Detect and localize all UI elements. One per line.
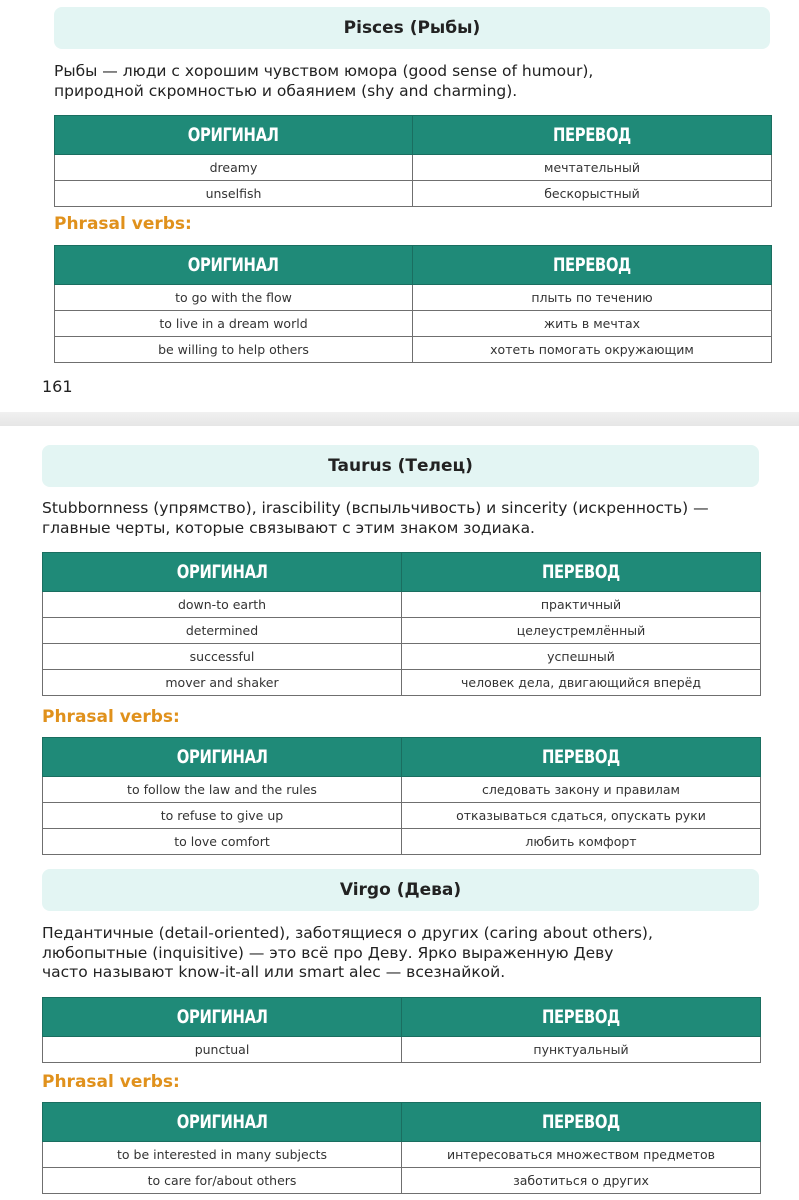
original-cell: to care for/about others [43, 1168, 402, 1194]
table-row [43, 670, 761, 696]
pisces-phrasal-table [54, 245, 772, 363]
page-number: 161 [42, 377, 73, 396]
header-original: ОРИГИНАЛ [43, 738, 402, 777]
original-cell: mover and shaker [43, 670, 402, 696]
page-separator [0, 412, 799, 426]
pisces-description [54, 62, 593, 101]
translation-cell: следовать закону и правилам [402, 777, 761, 803]
header-translation: ПЕРЕВОД [413, 116, 772, 155]
translation-cell: мечтательный [413, 155, 772, 181]
table-row [55, 311, 772, 337]
original-cell: successful [43, 644, 402, 670]
original-cell: determined [43, 618, 402, 644]
translation-cell: бескорыстный [413, 181, 772, 207]
table-row [43, 829, 761, 855]
table-row [43, 1168, 761, 1194]
table-row [43, 592, 761, 618]
original-cell: to refuse to give up [43, 803, 402, 829]
taurus-description [42, 499, 709, 538]
table-row [43, 1142, 761, 1168]
original-cell: punctual [43, 1037, 402, 1063]
taurus-vocab-table [42, 552, 761, 696]
table-row [55, 155, 772, 181]
original-cell: to follow the law and the rules [43, 777, 402, 803]
section-title-pisces: Pisces (Рыбы) [54, 7, 770, 49]
taurus-description-line: Stubbornness (упрямство), irascibility (вспыльчивость) и sincerity (искренность) — [42, 499, 709, 517]
header-original: ОРИГИНАЛ [55, 116, 413, 155]
original-cell: to love comfort [43, 829, 402, 855]
header-original: ОРИГИНАЛ [43, 998, 402, 1037]
translation-cell: отказываться сдаться, опускать руки [402, 803, 761, 829]
page-161 [0, 0, 799, 412]
virgo-description-line: Педантичные (detail-oriented), заботящиеся о других (caring about others), [42, 924, 653, 942]
translation-cell: интересоваться множеством предметов [402, 1142, 761, 1168]
original-cell: down-to earth [43, 592, 402, 618]
table-row [55, 337, 772, 363]
translation-cell: практичный [402, 592, 761, 618]
translation-cell: хотеть помогать окружающим [413, 337, 772, 363]
header-original: ОРИГИНАЛ [43, 1103, 402, 1142]
translation-cell: плыть по течению [413, 285, 772, 311]
pisces-vocab-table [54, 115, 772, 207]
phrasal-verbs-label-taurus: Phrasal verbs: [42, 707, 180, 727]
translation-cell: жить в мечтах [413, 311, 772, 337]
translation-cell: успешный [402, 644, 761, 670]
header-translation: ПЕРЕВОД [413, 246, 772, 285]
virgo-description [42, 924, 653, 983]
original-cell: be willing to help others [55, 337, 413, 363]
original-cell: unselfish [55, 181, 413, 207]
translation-cell: заботиться о других [402, 1168, 761, 1194]
translation-cell: целеустремлённый [402, 618, 761, 644]
taurus-description-line: главные черты, которые связывают с этим знаком зодиака. [42, 518, 535, 537]
translation-cell: любить комфорт [402, 829, 761, 855]
table-row [55, 285, 772, 311]
virgo-description-line: любопытные (inquisitive) — это всё про Деву. Ярко выраженную Деву [42, 943, 614, 962]
translation-cell: пунктуальный [402, 1037, 761, 1063]
taurus-phrasal-table [42, 737, 761, 855]
phrasal-verbs-label-pisces: Phrasal verbs: [54, 214, 192, 234]
translation-cell: человек дела, двигающийся вперёд [402, 670, 761, 696]
phrasal-verbs-label-virgo: Phrasal verbs: [42, 1072, 180, 1092]
table-row [55, 181, 772, 207]
original-cell: to live in a dream world [55, 311, 413, 337]
header-original: ОРИГИНАЛ [55, 246, 413, 285]
pisces-description-line: Рыбы — люди с хорошим чувством юмора (good sense of humour), [54, 62, 594, 80]
virgo-vocab-table [42, 997, 761, 1063]
table-row [43, 777, 761, 803]
original-cell: dreamy [55, 155, 413, 181]
section-title-taurus: Taurus (Телец) [42, 445, 759, 487]
header-translation: ПЕРЕВОД [402, 998, 761, 1037]
header-translation: ПЕРЕВОД [402, 738, 761, 777]
section-title-virgo: Virgo (Дева) [42, 869, 759, 911]
virgo-phrasal-table [42, 1102, 761, 1194]
header-original: ОРИГИНАЛ [43, 553, 402, 592]
virgo-description-line: часто называют know-it-all или smart alec — всезнайкой. [42, 963, 506, 981]
table-row [43, 618, 761, 644]
pisces-description-line: природной скромностью и обаянием (shy and charming). [54, 81, 518, 100]
page-next [0, 426, 799, 1200]
original-cell: to be interested in many subjects [43, 1142, 402, 1168]
original-cell: to go with the flow [55, 285, 413, 311]
table-row [43, 803, 761, 829]
table-row [43, 644, 761, 670]
table-row [43, 1037, 761, 1063]
header-translation: ПЕРЕВОД [402, 1103, 761, 1142]
header-translation: ПЕРЕВОД [402, 553, 761, 592]
